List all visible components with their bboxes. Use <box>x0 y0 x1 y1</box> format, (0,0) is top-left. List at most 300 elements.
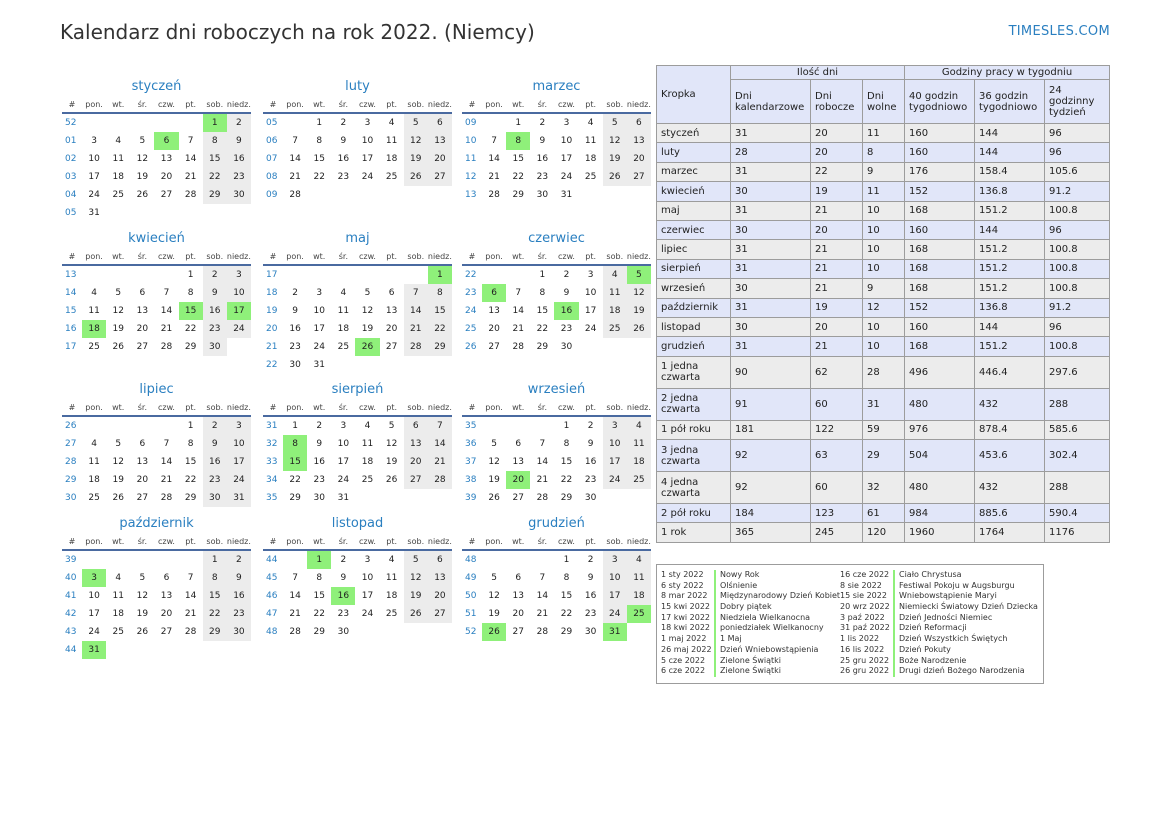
day-cell: 12 <box>112 457 124 467</box>
stats-cell: 30 <box>731 317 811 336</box>
month-grid <box>62 535 251 659</box>
empty-cell <box>106 641 130 659</box>
weekday-header: pt. <box>579 401 603 417</box>
day-cell: 1 <box>187 270 194 280</box>
weekday-header: niedz. <box>227 535 251 551</box>
day-cell: 26 <box>112 493 124 503</box>
month-name: czerwiec <box>528 231 585 246</box>
empty-cell <box>154 266 178 284</box>
stats-row <box>657 201 1110 220</box>
week-number: 07 <box>266 154 278 164</box>
day-cell: 3 <box>91 136 97 146</box>
holiday-name: Festiwal Pokoju w Augsburgu <box>899 580 1015 590</box>
empty-cell <box>482 266 506 284</box>
day-cell: 2 <box>340 118 347 128</box>
day-cell: 6 <box>515 439 522 449</box>
month-name: wrzesień <box>527 382 586 397</box>
day-cell: 17 <box>88 609 100 619</box>
day-cell: 25 <box>112 627 124 637</box>
day-cell: 7 <box>539 439 546 449</box>
stats-cell: 585.6 <box>1045 420 1110 439</box>
week-number: 26 <box>465 342 477 352</box>
holiday-date: 20 wrz 2022 <box>840 602 895 613</box>
day-cell: 2 <box>587 421 594 431</box>
stats-cell: 480 <box>905 388 975 420</box>
day-cell: 2 <box>316 421 323 431</box>
day-cell: 22 <box>512 172 524 182</box>
day-cell: 30 <box>203 489 227 507</box>
day-cell: 5 <box>139 136 146 146</box>
day-cell: 18 <box>82 320 106 338</box>
stats-cell: 92 <box>731 440 811 472</box>
week-number: 48 <box>266 627 278 637</box>
day-cell: 2 <box>203 266 227 284</box>
day-cell: 31 <box>313 360 325 370</box>
week-number: 23 <box>465 288 477 298</box>
stats-row <box>657 523 1110 542</box>
empty-cell <box>404 186 428 204</box>
holiday-list <box>656 564 1044 684</box>
day-cell: 19 <box>603 150 627 168</box>
stats-cell: 21 <box>811 259 863 278</box>
weekday-header: pon. <box>482 250 506 266</box>
day-cell: 6 <box>428 114 452 132</box>
day-cell: 2 <box>539 118 546 128</box>
empty-cell <box>355 489 379 507</box>
day-cell: 1 <box>187 421 194 431</box>
period-label: 1 pół roku <box>657 420 731 439</box>
stats-row <box>657 240 1110 259</box>
stats-cell: 158.4 <box>975 162 1045 181</box>
week-number: 48 <box>465 555 477 565</box>
weekday-header: # <box>62 535 82 551</box>
stats-cell: 100.8 <box>1045 201 1110 220</box>
day-cell: 29 <box>203 623 227 641</box>
weekday-header: pon. <box>283 250 307 266</box>
day-cell: 23 <box>584 475 597 485</box>
day-cell: 21 <box>184 609 197 619</box>
day-cell: 24 <box>337 475 350 485</box>
stats-cell: 96 <box>1045 124 1110 143</box>
stats-cell: 297.6 <box>1045 356 1110 388</box>
holiday-name: Dzień Pokuty <box>899 644 951 654</box>
empty-cell <box>227 204 251 222</box>
empty-cell <box>355 623 379 641</box>
day-cell: 19 <box>385 457 398 467</box>
week-number: 03 <box>65 172 77 182</box>
day-cell: 8 <box>283 435 307 453</box>
empty-cell <box>428 489 452 507</box>
col-40h: 40 godzin tygodniowo <box>905 80 975 124</box>
day-cell: 26 <box>404 605 428 623</box>
day-cell: 25 <box>627 605 651 623</box>
weekday-header: niedz. <box>227 250 251 266</box>
day-cell: 8 <box>563 439 570 449</box>
day-cell: 1 <box>316 118 323 128</box>
stats-cell: 21 <box>811 337 863 356</box>
stats-cell: 151.2 <box>975 337 1045 356</box>
day-cell: 5 <box>388 421 395 431</box>
weekday-header: śr. <box>331 401 355 417</box>
stats-row <box>657 356 1110 388</box>
stats-cell: 91 <box>731 388 811 420</box>
weekday-header: niedz. <box>428 535 452 551</box>
week-number: 22 <box>465 270 477 280</box>
week-number: 17 <box>266 270 278 280</box>
day-cell: 10 <box>313 306 325 316</box>
day-cell: 25 <box>88 342 100 352</box>
day-cell: 17 <box>603 453 627 471</box>
day-cell: 5 <box>491 439 497 449</box>
stats-cell: 19 <box>811 182 863 201</box>
day-cell: 27 <box>488 342 500 352</box>
weekday-header: # <box>462 98 482 114</box>
day-cell: 5 <box>491 573 497 583</box>
stats-cell: 446.4 <box>975 356 1045 388</box>
day-cell: 3 <box>82 569 106 587</box>
day-cell: 24 <box>227 320 251 338</box>
empty-cell <box>82 551 106 569</box>
day-cell: 9 <box>316 439 323 449</box>
day-cell: 10 <box>560 136 573 146</box>
day-cell: 28 <box>404 338 428 356</box>
day-cell: 13 <box>512 457 524 467</box>
day-cell: 2 <box>563 270 570 280</box>
stats-cell: 976 <box>905 420 975 439</box>
day-cell: 31 <box>603 623 627 641</box>
stats-row <box>657 440 1110 472</box>
holiday-row <box>661 602 840 613</box>
empty-cell <box>307 266 331 284</box>
weekday-header: wt. <box>307 250 331 266</box>
week-number: 25 <box>465 324 477 334</box>
day-cell: 23 <box>227 605 251 623</box>
month-calendar <box>263 78 452 204</box>
period-label: 2 jedna czwarta <box>657 388 731 420</box>
weekday-header: sob. <box>404 250 428 266</box>
empty-cell <box>307 186 331 204</box>
week-number: 14 <box>65 288 77 298</box>
holiday-row <box>840 666 1038 677</box>
holiday-name: Nowy Rok <box>720 570 760 579</box>
day-cell: 26 <box>404 168 428 186</box>
weekday-header: pon. <box>283 98 307 114</box>
day-cell: 11 <box>627 569 651 587</box>
stats-cell: 90 <box>731 356 811 388</box>
holiday-row <box>840 602 1038 613</box>
weekday-header: # <box>263 535 283 551</box>
day-cell: 17 <box>584 306 597 316</box>
week-number: 28 <box>65 457 77 467</box>
day-cell: 28 <box>160 493 173 503</box>
day-cell: 13 <box>488 306 500 316</box>
day-cell: 9 <box>292 306 298 316</box>
day-cell: 23 <box>536 172 549 182</box>
holiday-row <box>840 645 1038 656</box>
month-calendar <box>462 78 651 204</box>
day-cell: 11 <box>88 306 100 316</box>
day-cell: 22 <box>313 609 325 619</box>
stats-cell: 151.2 <box>975 259 1045 278</box>
day-cell: 28 <box>536 493 549 503</box>
day-cell: 12 <box>488 457 500 467</box>
day-cell: 27 <box>512 627 524 637</box>
period-label: maj <box>657 201 731 220</box>
day-cell: 28 <box>428 471 452 489</box>
weekday-header: sob. <box>603 250 627 266</box>
empty-cell <box>154 641 178 659</box>
day-cell: 13 <box>627 132 651 150</box>
empty-cell <box>106 266 130 284</box>
weekday-header: wt. <box>506 535 530 551</box>
empty-cell <box>331 356 355 374</box>
day-cell: 29 <box>313 627 325 637</box>
day-cell: 1 <box>307 551 331 569</box>
day-cell: 15 <box>203 150 227 168</box>
day-cell: 8 <box>506 132 530 150</box>
week-number: 51 <box>465 609 477 619</box>
day-cell: 4 <box>603 266 627 284</box>
empty-cell <box>106 204 130 222</box>
weekday-header: śr. <box>530 250 554 266</box>
day-cell: 2 <box>227 551 251 569</box>
stats-cell: 168 <box>905 240 975 259</box>
weekday-header: pt. <box>179 535 203 551</box>
day-cell: 3 <box>603 417 627 435</box>
week-number: 39 <box>465 493 477 503</box>
weekday-header: czw. <box>355 401 379 417</box>
day-cell: 30 <box>289 360 301 370</box>
empty-cell <box>355 266 379 284</box>
empty-cell <box>106 114 130 132</box>
stats-cell: 28 <box>863 356 905 388</box>
week-number: 44 <box>266 555 278 565</box>
week-number: 52 <box>65 118 77 128</box>
empty-cell <box>130 417 154 435</box>
holiday-date: 15 sie 2022 <box>840 591 895 602</box>
holiday-row <box>840 623 1038 634</box>
stats-cell: 21 <box>811 201 863 220</box>
holiday-row <box>661 666 840 677</box>
empty-cell <box>404 489 428 507</box>
week-number: 47 <box>266 609 278 619</box>
stats-cell: 152 <box>905 298 975 317</box>
day-cell: 19 <box>112 324 124 334</box>
weekday-header: sob. <box>404 98 428 114</box>
day-cell: 17 <box>313 324 325 334</box>
day-cell: 12 <box>404 569 428 587</box>
day-cell: 28 <box>289 190 301 200</box>
holiday-name: Niemiecki Światowy Dzień Dziecka <box>899 602 1038 612</box>
stats-cell: 144 <box>975 124 1045 143</box>
weekday-header: wt. <box>506 98 530 114</box>
day-cell: 17 <box>361 154 374 164</box>
day-cell: 14 <box>184 154 197 164</box>
day-cell: 23 <box>337 172 350 182</box>
stats-cell: 31 <box>731 162 811 181</box>
day-cell: 14 <box>184 591 197 601</box>
col-calendar-days: Dni kalendarzowe <box>731 80 811 124</box>
empty-cell <box>179 204 203 222</box>
weekday-header: czw. <box>355 98 379 114</box>
empty-cell <box>428 356 452 374</box>
weekday-header: śr. <box>331 250 355 266</box>
holiday-date: 3 paź 2022 <box>840 613 895 624</box>
day-cell: 22 <box>203 605 227 623</box>
stats-cell: 20 <box>811 124 863 143</box>
stats-cell: 432 <box>975 472 1045 504</box>
day-cell: 14 <box>512 306 524 316</box>
day-cell: 16 <box>584 591 597 601</box>
day-cell: 29 <box>184 342 197 352</box>
week-number: 32 <box>266 439 278 449</box>
day-cell: 3 <box>227 266 251 284</box>
stats-cell: 31 <box>731 298 811 317</box>
week-number: 22 <box>266 360 278 370</box>
day-cell: 4 <box>115 573 122 583</box>
empty-cell <box>154 551 178 569</box>
weekday-header: wt. <box>307 98 331 114</box>
stats-cell: 91.2 <box>1045 298 1110 317</box>
weekday-header: śr. <box>331 98 355 114</box>
day-cell: 9 <box>340 136 347 146</box>
holiday-name: poniedziałek Wielkanocny <box>720 623 824 633</box>
day-cell: 13 <box>404 435 428 453</box>
empty-cell <box>106 551 130 569</box>
col-period: Kropka <box>657 66 731 124</box>
empty-cell <box>482 551 506 569</box>
stats-cell: 168 <box>905 279 975 298</box>
holiday-row <box>661 613 840 624</box>
day-cell: 15 <box>179 302 203 320</box>
stats-cell: 96 <box>1045 317 1110 336</box>
col-24h: 24 godzinny tydzień <box>1045 80 1110 124</box>
weekday-header: wt. <box>106 535 130 551</box>
weekday-header: pt. <box>579 98 603 114</box>
day-cell: 18 <box>603 302 627 320</box>
day-cell: 2 <box>292 288 298 298</box>
week-number: 05 <box>65 208 77 218</box>
day-cell: 9 <box>587 439 594 449</box>
day-cell: 19 <box>136 609 149 619</box>
day-cell: 1 <box>563 555 570 565</box>
holiday-row <box>840 591 1038 602</box>
month-calendar <box>263 230 452 374</box>
weekday-header: niedz. <box>428 401 452 417</box>
stats-cell: 61 <box>863 504 905 523</box>
stats-cell: 878.4 <box>975 420 1045 439</box>
day-cell: 22 <box>184 324 197 334</box>
day-cell: 22 <box>536 324 549 334</box>
day-cell: 10 <box>361 573 374 583</box>
holiday-date: 8 mar 2022 <box>661 591 716 602</box>
stats-cell: 10 <box>863 317 905 336</box>
day-cell: 27 <box>428 168 452 186</box>
brand-link[interactable]: TIMESLES.COM <box>1008 24 1110 39</box>
month-grid <box>462 535 651 641</box>
day-cell: 25 <box>627 471 651 489</box>
month-grid <box>462 401 651 507</box>
holiday-name: Boże Narodzenie <box>899 655 967 665</box>
holiday-column-2 <box>840 570 1038 677</box>
day-cell: 27 <box>136 342 149 352</box>
stats-cell: 30 <box>731 182 811 201</box>
empty-cell <box>428 186 452 204</box>
week-number: 43 <box>65 627 77 637</box>
day-cell: 20 <box>627 150 651 168</box>
weekday-header: śr. <box>130 535 154 551</box>
stats-cell: 9 <box>863 162 905 181</box>
day-cell: 20 <box>160 172 173 182</box>
holiday-name: Olśnienie <box>720 580 758 590</box>
month-calendar <box>462 381 651 507</box>
stats-cell: 100.8 <box>1045 337 1110 356</box>
week-number: 29 <box>65 475 77 485</box>
holiday-row <box>661 591 840 602</box>
week-number: 46 <box>266 591 278 601</box>
day-cell: 6 <box>428 551 452 569</box>
stats-cell: 168 <box>905 259 975 278</box>
day-cell: 22 <box>184 475 197 485</box>
day-cell: 20 <box>136 475 149 485</box>
day-cell: 23 <box>227 168 251 186</box>
holiday-name: 1 Maj <box>720 634 742 644</box>
holiday-date: 5 cze 2022 <box>661 656 716 667</box>
day-cell: 13 <box>428 569 452 587</box>
day-cell: 25 <box>112 190 124 200</box>
period-label: styczeń <box>657 124 731 143</box>
day-cell: 29 <box>512 190 524 200</box>
day-cell: 17 <box>603 587 627 605</box>
day-cell: 8 <box>203 569 227 587</box>
day-cell: 6 <box>139 439 146 449</box>
week-number: 15 <box>65 306 77 316</box>
empty-cell <box>203 641 227 659</box>
empty-cell <box>227 338 251 356</box>
empty-cell <box>506 417 530 435</box>
stats-cell: 1960 <box>905 523 975 542</box>
empty-cell <box>106 417 130 435</box>
day-cell: 3 <box>340 421 347 431</box>
month-calendar <box>263 515 452 641</box>
stats-cell: 10 <box>863 240 905 259</box>
day-cell: 30 <box>337 627 350 637</box>
holiday-name: Dzień Reformacji <box>899 623 967 633</box>
day-cell: 5 <box>627 266 651 284</box>
day-cell: 15 <box>560 457 573 467</box>
weekday-header: niedz. <box>627 250 651 266</box>
day-cell: 17 <box>560 154 573 164</box>
holiday-name: Wniebowstąpienie Maryi <box>899 591 997 601</box>
stats-cell: 31 <box>731 259 811 278</box>
weekday-header: pt. <box>380 250 404 266</box>
week-number: 35 <box>465 421 477 431</box>
day-cell: 11 <box>337 306 350 316</box>
stats-cell: 20 <box>811 220 863 239</box>
holiday-name: Dzień Wniebowstąpienia <box>720 644 819 654</box>
week-number: 08 <box>266 172 278 182</box>
day-cell: 26 <box>627 320 651 338</box>
week-number: 27 <box>65 439 77 449</box>
day-cell: 30 <box>203 338 227 356</box>
day-cell: 20 <box>136 324 149 334</box>
weekday-header: pt. <box>179 401 203 417</box>
month-grid <box>62 98 251 222</box>
weekday-header: śr. <box>130 401 154 417</box>
week-number: 18 <box>266 288 278 298</box>
stats-cell: 144 <box>975 220 1045 239</box>
day-cell: 20 <box>160 609 173 619</box>
